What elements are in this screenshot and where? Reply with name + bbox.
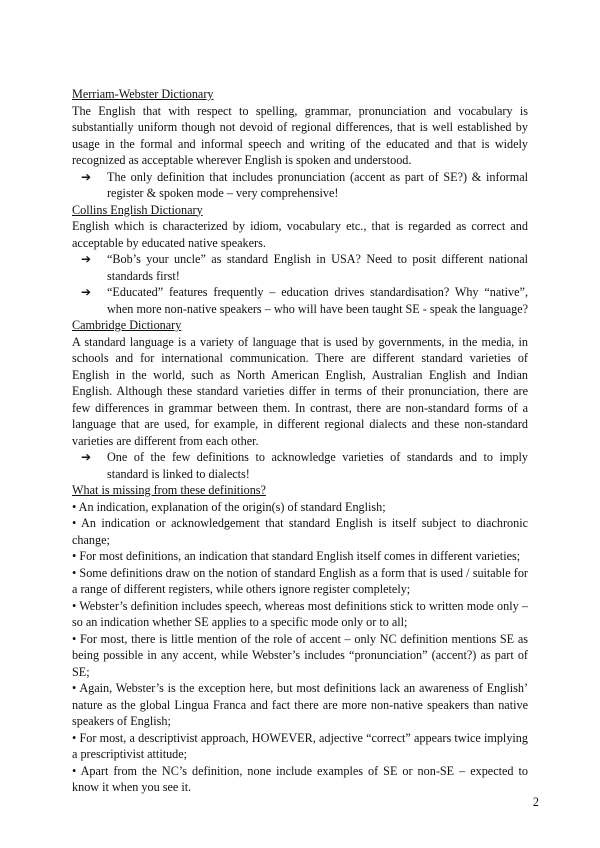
cambridge-note [72, 449, 528, 482]
collins-note [72, 284, 528, 317]
note-text: One of the few definitions to acknowledge varieties of standards and to imply standard is linked to dialects! [107, 450, 528, 481]
cambridge-definition: A standard language is a variety of language that is used by governments, in the media, in schools and for international communication. There are different standard varieties of English in the world, such as North American English, Australian English and Indian English. Although these standard varieties differ in terms of their pronunciation, there are few differences in grammar between them. In contrast, there are non-standard forms of a language that are used, for example, in different regional dialects and these non-standard varieties are different from each other. [72, 334, 528, 448]
collins-heading: Collins English Dictionary [72, 202, 203, 217]
missing-heading: What is missing from these definitions? [72, 483, 266, 497]
arrow-icon: ➔ [81, 450, 92, 464]
cambridge-heading: Cambridge Dictionary [72, 318, 182, 332]
collins-definition: English which is characterized by idiom, vocabulary etc., that is regarded as correct and acceptable by educated native speakers. [72, 219, 528, 250]
merriam-webster-definition: The English that with respect to spelling, grammar, pronunciation and vocabulary is substantially uniform though not devoid of regional differences, that is well established by usage in the formal and informal speech and writing of the educated and that is widely recognized as acceptable wherever English is spoken and understood. [72, 103, 528, 167]
missing-bullet: • Apart from the NC’s definition, none include examples of SE or non-SE – expected to know it when you see it. [72, 763, 528, 794]
missing-bullet: • An indication or acknowledgement that standard English is itself subject to diachronic change; [72, 516, 528, 547]
arrow-icon: ➔ [81, 169, 92, 184]
missing-bullet: • For most, there is little mention of the role of accent – only NC definition mentions SE as being possible in any accent, while Webster’s includes “pronunciation” (accent?) as part of SE; [72, 631, 528, 679]
page-content [72, 86, 528, 796]
arrow-icon: ➔ [81, 285, 92, 299]
missing-bullet: • Webster’s definition includes speech, whereas most definitions stick to written mode only – so an indication whether SE applies to a specific mode only or to all; [72, 598, 528, 629]
note-text: “Educated” features frequently – education drives standardisation? Why “native”, when more non-native speakers – who will have been taught SE - speak the language? [107, 285, 529, 316]
missing-bullet: • For most definitions, an indication that standard English itself comes in different varieties; [72, 549, 521, 563]
page-number: 2 [532, 795, 539, 809]
note-text: “Bob’s your uncle” as standard English in USA? Need to posit different national standards first! [107, 252, 528, 283]
missing-bullet: • For most, a descriptivist approach, HOWEVER, adjective “correct” appears twice implying a prescriptivist attitude; [72, 730, 528, 761]
merriam-webster-note [72, 169, 528, 202]
arrow-icon: ➔ [81, 252, 92, 266]
missing-bullet: • Again, Webster’s is the exception here, but most definitions lack an awareness of English’ nature as the global Lingua Franca and fact there are more non-native speakers than native speakers of English; [72, 681, 528, 728]
note-text: The only definition that includes pronunciation (accent as part of SE?) & informal register & spoken mode – very comprehensive! [107, 169, 528, 200]
missing-bullet: • Some definitions draw on the notion of standard English as a form that is used / suitable for a range of different registers, while others ignore register completely; [72, 565, 528, 596]
missing-bullet: • An indication, explanation of the origin(s) of standard English; [72, 499, 386, 514]
merriam-webster-heading: Merriam-Webster Dictionary [72, 87, 214, 101]
collins-note [72, 251, 528, 284]
